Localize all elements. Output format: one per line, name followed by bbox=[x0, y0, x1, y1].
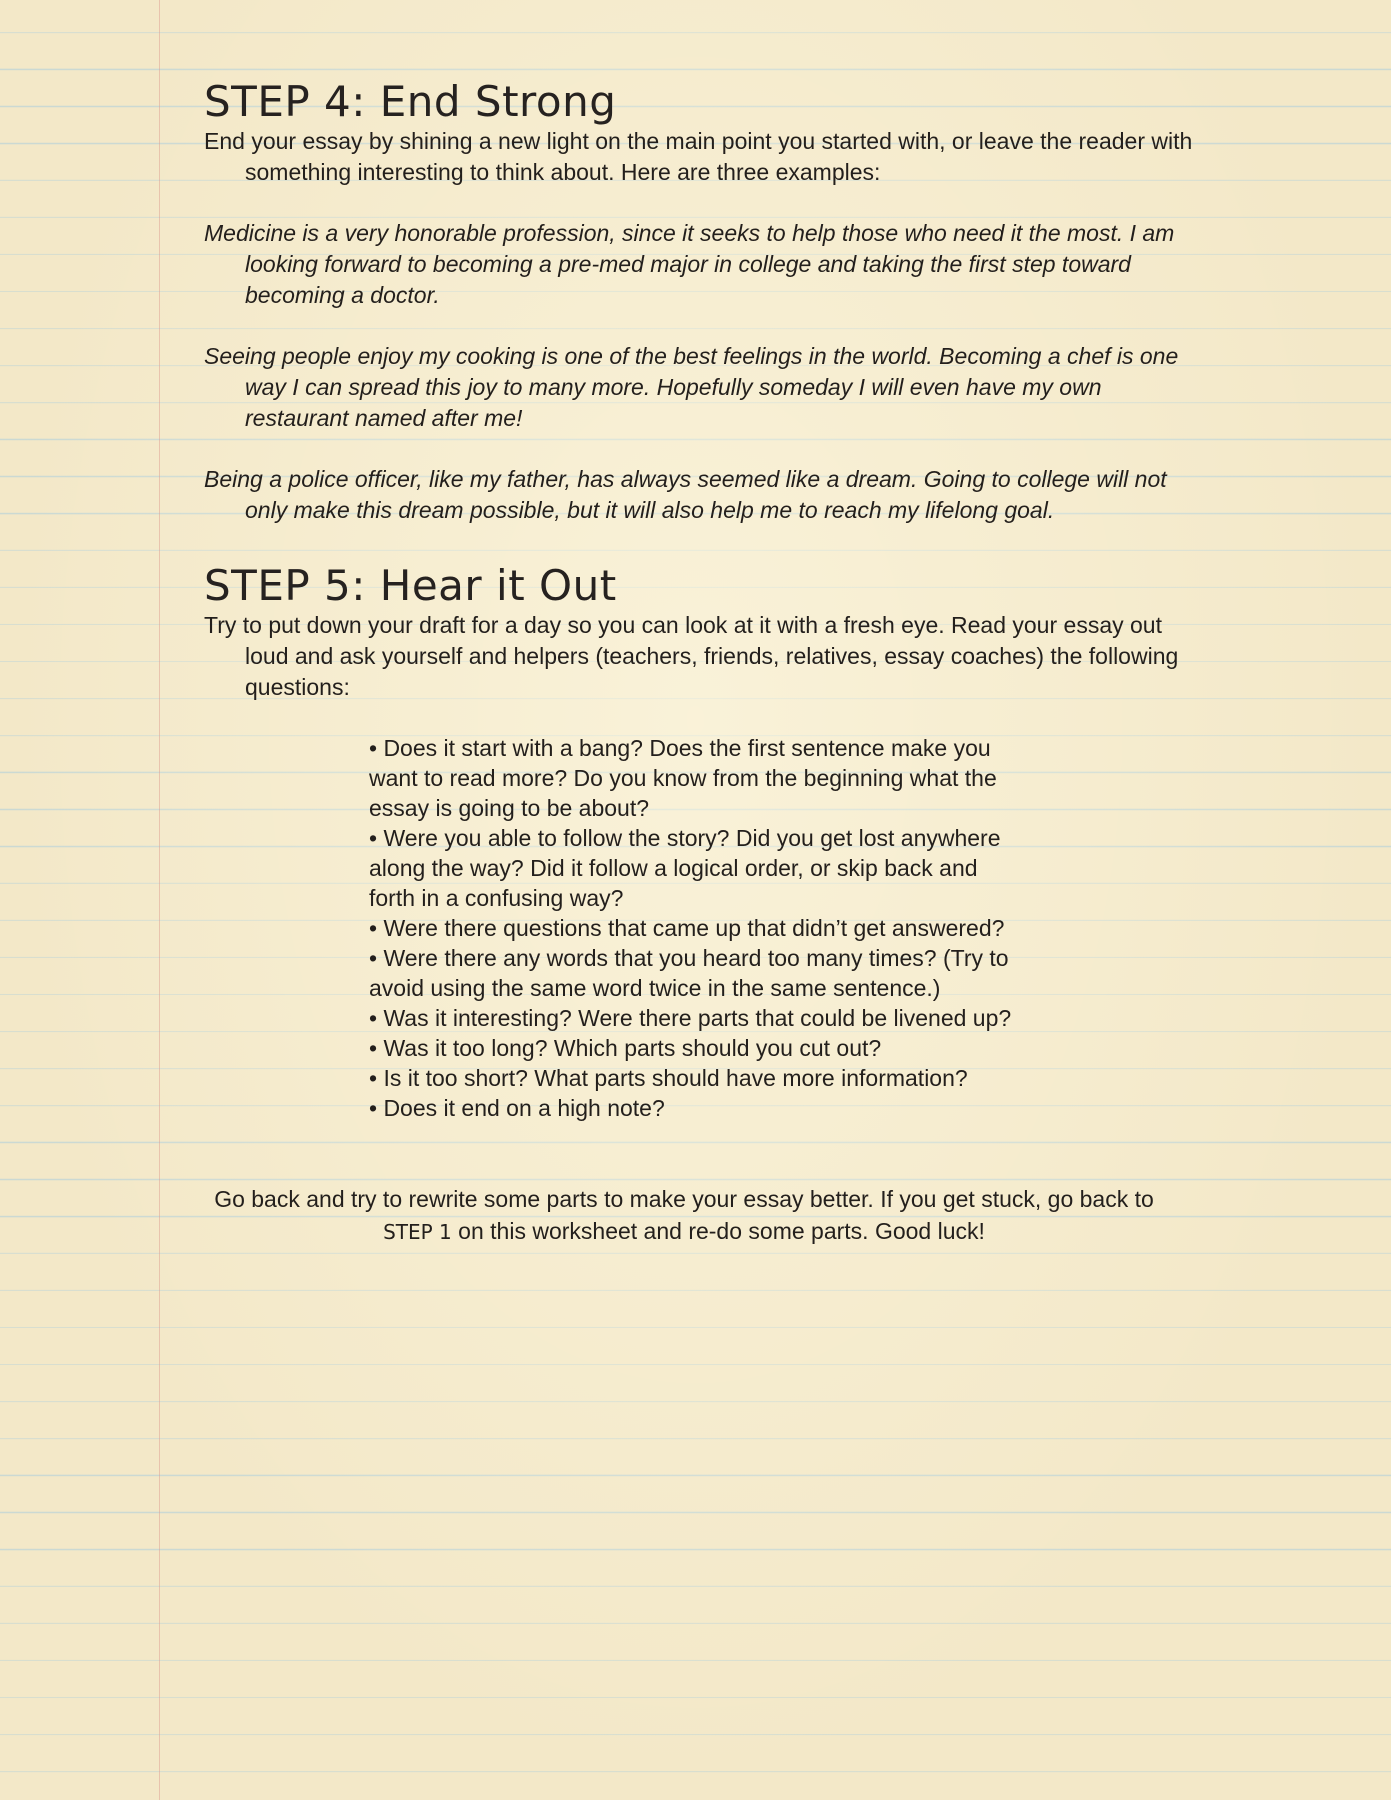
worksheet-page bbox=[204, 78, 1194, 1248]
list-item: • Is it too short? What parts should have more information? bbox=[369, 1065, 968, 1091]
step5-intro: Try to put down your draft for a day so you can look at it with a fresh eye. Read your essay out loud and ask yourself and helpers (teachers, friends, relatives, essay coaches) the following questions: bbox=[204, 612, 1179, 700]
example-paragraph-police: Being a police officer, like my father, has always seemed like a dream. Going to college will not only make this dream possible, but it will also help me to reach my lifelong goal. bbox=[204, 466, 1167, 523]
step1-reference: STEP 1 bbox=[383, 1220, 452, 1244]
closing-text-start: Go back and try to rewrite some parts to make your essay better. If you get stuck, go back to bbox=[214, 1186, 1154, 1212]
list-item: • Were there any words that you heard too many times? (Try to avoid using the same word twice in the same sentence.) bbox=[369, 945, 1009, 1001]
step5-heading: STEP 5: Hear it Out bbox=[204, 561, 617, 610]
list-item: • Was it interesting? Were there parts that could be livened up? bbox=[369, 1005, 1012, 1031]
closing-text-end: on this worksheet and re-do some parts. Good luck! bbox=[451, 1218, 985, 1244]
list-item: • Does it start with a bang? Does the first sentence make you want to read more? Do you know from the beginning what the essay is going to be about? bbox=[369, 735, 997, 821]
example-paragraph-chef: Seeing people enjoy my cooking is one of the best feelings in the world. Becoming a chef is one way I can spread this joy to many more. Hopefully someday I will even have my own restaurant named after me! bbox=[204, 343, 1179, 431]
list-item: • Was it too long? Which parts should you cut out? bbox=[369, 1035, 882, 1061]
list-item: • Were there questions that came up that didn’t get answered? bbox=[369, 915, 1005, 941]
list-item: • Does it end on a high note? bbox=[369, 1095, 665, 1121]
notebook-margin-line bbox=[159, 0, 160, 1800]
questions-list bbox=[369, 733, 1019, 1123]
step4-intro: End your essay by shining a new light on the main point you started with, or leave the reader with something interesting to think about. Here are three examples: bbox=[204, 128, 1193, 185]
step4-heading: STEP 4: End Strong bbox=[204, 77, 617, 126]
example-paragraph-medicine: Medicine is a very honorable profession, since it seeks to help those who need it the most. I am looking forward to becoming a pre-med major in college and taking the first step toward becoming a doctor. bbox=[204, 220, 1175, 308]
closing-paragraph bbox=[204, 1183, 1164, 1248]
list-item: • Were you able to follow the story? Did you get lost anywhere along the way? Did it follow a logical order, or skip back and forth in a confusing way? bbox=[369, 825, 1001, 911]
